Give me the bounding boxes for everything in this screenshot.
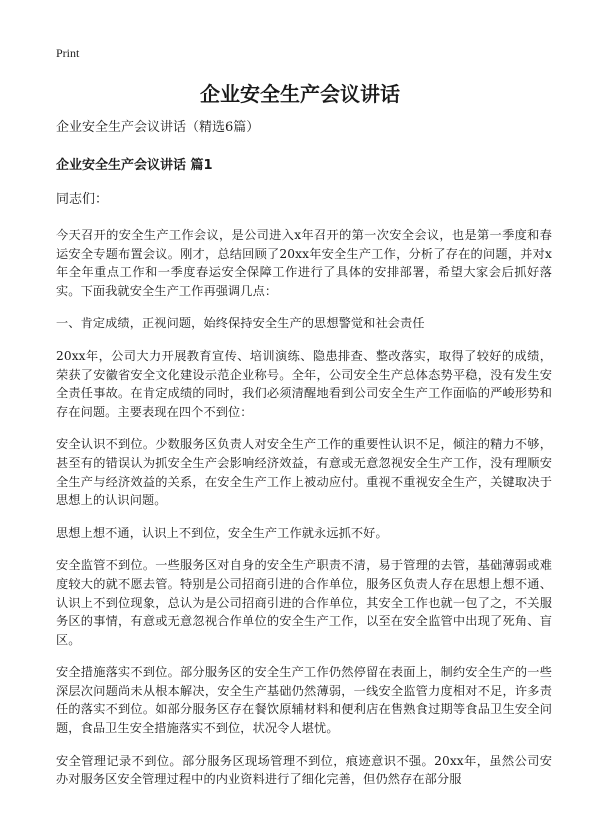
paragraph-heading-one: 一、肯定成绩，正视问题，始终保持安全生产的思想警觉和社会责任 xyxy=(56,316,425,331)
page-title: 企业安全生产会议讲话 xyxy=(200,82,400,106)
section-heading: 企业安全生产会议讲话 篇1 xyxy=(56,158,213,173)
print-link[interactable]: Print xyxy=(56,46,80,60)
paragraph-supervision: 安全监管不到位。一些服务区对自身的安全生产职责不清，易于管理的去管，基础薄弱或难度较大的就不愿去管。特别是公司招商引进的合作单位，服务区负责人存在思想上想不通、认识上不到位现象，总认为是公司招商引进的合作单位，其安全工作也就一包了之，不关服务区的事情，有意或无意忽视合作单位的安全生产工作，以至在安全监管中出现了死角、盲区。 xyxy=(56,558,552,647)
paragraph-records: 安全管理记录不到位。部分服务区现场管理不到位，痕迹意识不强。20xx年，虽然公司安办对服务区安全管理过程中的内业资料进行了细化完善，但仍然存在部分服 xyxy=(56,753,552,787)
paragraph-thinking: 思想上想不通，认识上不到位，安全生产工作就永远抓不好。 xyxy=(56,525,388,540)
document-subtitle: 企业安全生产会议讲话（精选6篇） xyxy=(56,120,260,135)
document-body xyxy=(56,118,552,803)
paragraph-opening: 今天召开的安全生产工作会议，是公司进入x年召开的第一次安全会议，也是第一季度和春运安全专题布置会议。刚才，总结回顾了20xx年安全生产工作，分析了存在的问题，并对x年全年重点工作和一季度春运安全保障工作进行了具体的安排部署，希望大家会后抓好落实。下面我就安全生产工作再强调几点： xyxy=(56,228,552,298)
paragraph-achievements: 20xx年，公司大力开展教育宣传、培训演练、隐患排查、整改落实，取得了较好的成绩，荣获了安徽省安全文化建设示范企业称号。全年，公司安全生产总体态势平稳，没有发生安全责任事故。在肯定成绩的同时，我们必须清醒地看到公司安全生产工作面临的严峻形势和存在问题。主要表现在四个不到位： xyxy=(56,348,552,419)
paragraph-measures: 安全措施落实不到位。部分服务区的安全生产工作仍然停留在表面上，制约安全生产的一些深层次问题尚未从根本解决，安全生产基础仍然薄弱，一线安全监管力度相对不足，许多责任的落实不到位。如部分服务区存在餐饮原辅材料和便利店在售熟食过期等食品卫生安全问题，食品卫生安全措施落实不到位，状况令人堪忧。 xyxy=(56,665,552,736)
paragraph-awareness: 安全认识不到位。少数服务区负责人对安全生产工作的重要性认识不足，倾注的精力不够，甚至有的错误认为抓安全生产会影响经济效益，有意或无意忽视安全生产工作，没有理顺安全生产与经济效益的关系，在安全生产工作上被动应付。重视不重视安全生产，关键取决于思想上的认识问题。 xyxy=(56,437,552,508)
salutation: 同志们： xyxy=(56,192,109,207)
